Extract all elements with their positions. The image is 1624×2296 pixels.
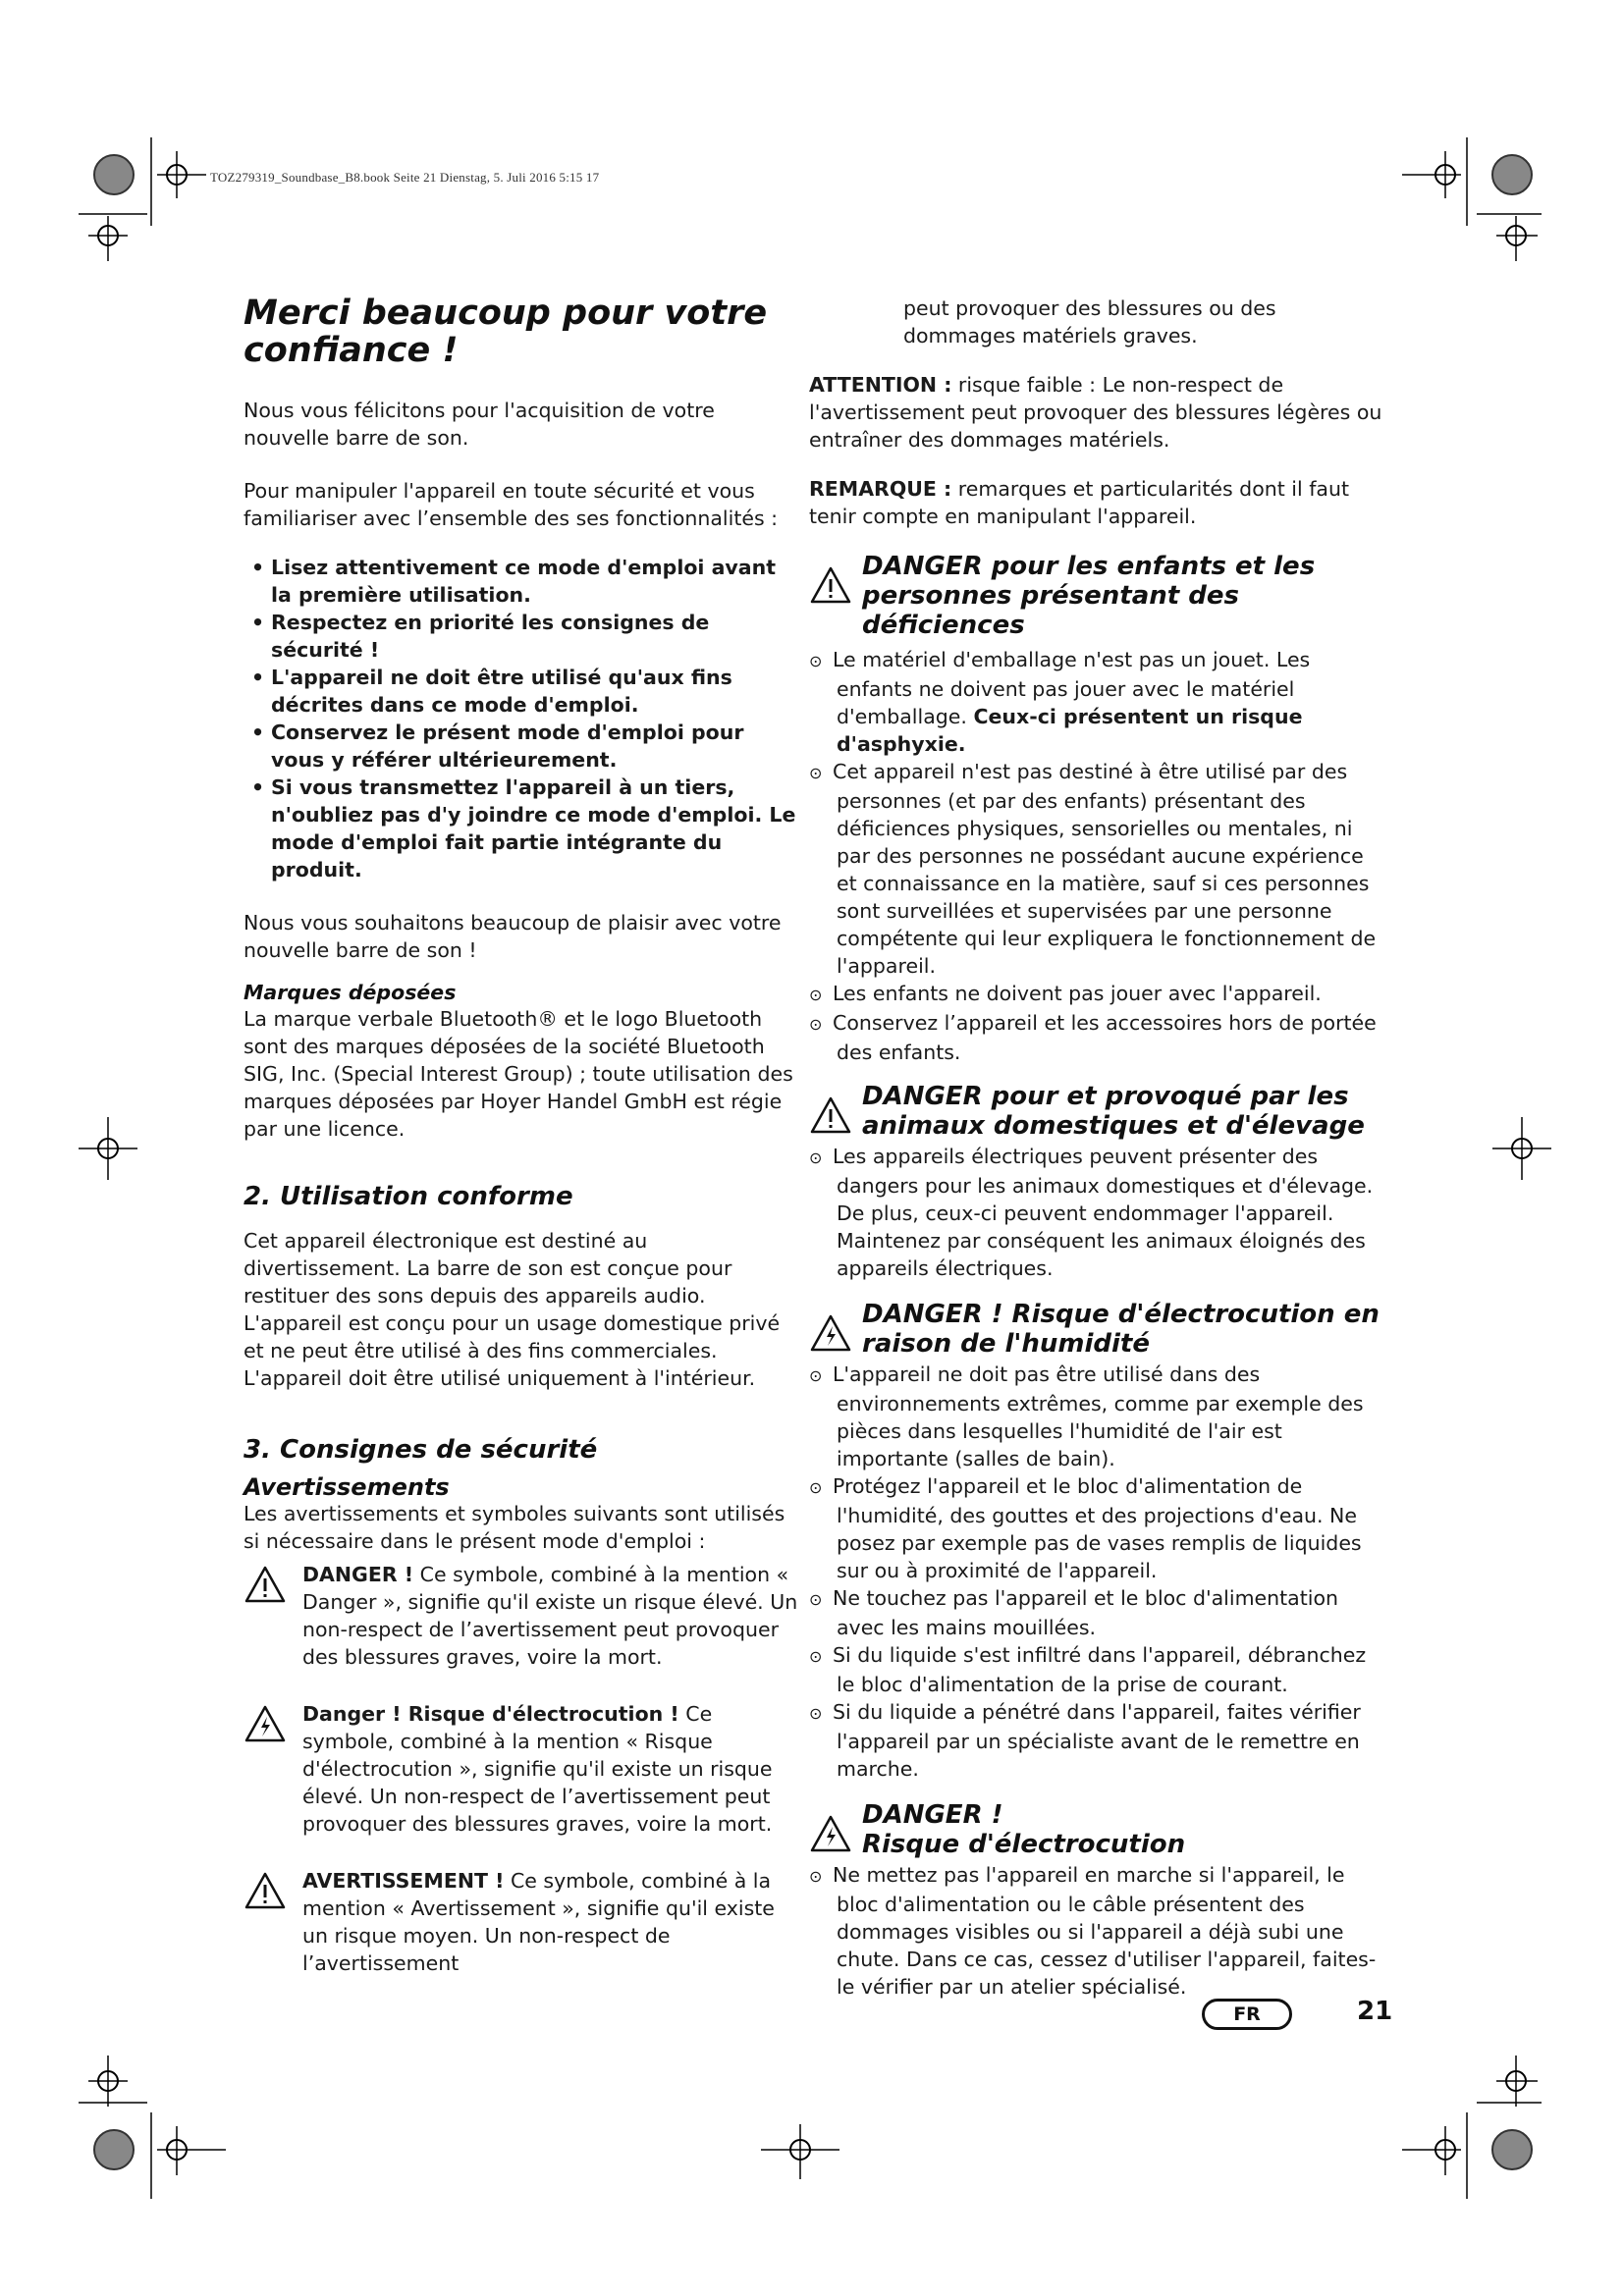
right-column — [809, 294, 1384, 2001]
list-item: • L'appareil ne doit être utilisé qu'aux fins décrites dans ce mode d'emploi. — [244, 664, 803, 719]
attention-label: ATTENTION : — [809, 373, 952, 397]
registration-mark-icon — [79, 137, 216, 265]
closing-paragraph: Nous vous souhaitons beaucoup de plaisir avec votre nouvelle barre de son ! — [244, 911, 782, 962]
list-item: ⊙ L'appareil ne doit pas être utilisé dans des environnements extrêmes, comme par exemple des pièces dans lesquelles l'humidité de l'air est importante (salles de bain). — [809, 1362, 1364, 1470]
warning-danger — [244, 1561, 803, 1671]
list-item: • Si vous transmettez l'appareil à un tiers, n'oubliez pas d'y joindre ce mode d'emploi. Le mode d'emploi fait partie intégrante du produit. — [244, 774, 803, 883]
electric-warning-triangle-icon — [244, 1700, 302, 1747]
section-2-paragraph-2: L'appareil est conçu pour un usage domestique privé et ne peut être utilisé à des fins commerciales. L'appareil doit être utilisé uniquement à l'intérieur. — [244, 1311, 781, 1390]
warnings-heading: Avertissements — [244, 1473, 450, 1501]
warning-text: Ce symbole, combiné à la mention « Avertissement », signifie qu'il existe un risque moyen. Un non-respect de l’avertissement — [302, 1869, 775, 1975]
section-2-heading: 2. Utilisation conforme — [244, 1182, 573, 1211]
list-item: ⊙ Ne mettez pas l'appareil en marche si l'appareil, le bloc d'alimentation ou le câble présentent des dommages visibles ou si l'appareil a déjà subi une chute. Dans ce cas, cessez d'utiliser l'appareil, faites-le vérifier par un atelier spécialisé. — [809, 1863, 1377, 1999]
attention-text: risque faible : Le non-respect de l'avertissement peut provoquer des blessures légères ou entraîner des dommages matériels. — [809, 373, 1382, 452]
warning-text: Ce symbole, combiné à la mention « Danger », signifie qu'il existe un risque élevé. Un non-respect de l’avertissement peut provoquer des blessures graves, voire la mort. — [302, 1563, 798, 1669]
list-item: ⊙ Si du liquide a pénétré dans l'appareil, faites vérifier l'appareil par un spécialiste avant de le remettre en marche. — [809, 1700, 1361, 1781]
warning-triangle-icon — [244, 1867, 302, 1914]
danger-electrocution-heading — [809, 1800, 1384, 1859]
page-title: Merci beaucoup pour votre confiance ! — [244, 294, 768, 370]
warning-triangle-icon — [809, 1082, 862, 1139]
list-item: • Respectez en priorité les consignes de sécurité ! — [244, 609, 803, 664]
asphyxia-warning: Ceux-ci présentent un risque d'asphyxie. — [837, 705, 1303, 756]
list-item: ⊙ Si du liquide s'est infiltré dans l'appareil, débranchez le bloc d'alimentation de la prise de courant. — [809, 1643, 1367, 1696]
list-item: ⊙ Cet appareil n'est pas destiné à être utilisé par des personnes (et par des enfants) présentant des déficiences physiques, sensorielles ou mentales, ni par des personnes ne possédant aucune expérience et connaissance en la matière, sauf si ces personnes sont surveillées et supervisées par une personne compétente qui leur expliquera le fonctionnement de l'appareil. — [809, 760, 1377, 978]
danger-children-heading — [809, 552, 1384, 640]
trademark-paragraph: La marque verbale Bluetooth® et le logo Bluetooth sont des marques déposées de la société Bluetooth SIG, Inc. (Special Interest Group) ; toute utilisation des marques déposées par Hoyer Handel GmbH est régie par une licence. — [244, 1007, 793, 1141]
danger-heading: DANGER pour et provoqué par les animaux domestiques et d'élevage — [862, 1082, 1365, 1141]
danger-animals-heading — [809, 1082, 1384, 1141]
remark-text: remarques et particularités dont il faut tenir compte en manipulant l'appareil. — [809, 477, 1350, 528]
danger-heading: DANGER ! — [862, 1800, 1003, 1830]
continued-text: peut provoquer des blessures ou des dommages matériels graves. — [903, 296, 1276, 347]
intro-paragraph-2: Pour manipuler l'appareil en toute sécurité et vous familiariser avec l’ensemble des ses fonctionnalités : — [244, 479, 779, 530]
registration-mark-icon — [1394, 137, 1542, 265]
section-2-paragraph: Cet appareil électronique est destiné au divertissement. La barre de son est conçue pour restituer des sons depuis des appareils audio. — [244, 1229, 732, 1308]
danger-electrocution-list — [809, 1861, 1384, 2001]
danger-heading: DANGER pour les enfants et les personnes présentant des déficiences — [862, 552, 1316, 640]
list-item: ⊙ Les enfants ne doivent pas jouer avec l'appareil. — [809, 982, 1322, 1005]
warning-label: AVERTISSEMENT ! — [302, 1869, 505, 1893]
warning-text: Ce symbole, combiné à la mention « Risque d'électrocution », signifie qu'il existe un risque élevé. Un non-respect de l’avertissement peut provoquer des blessures graves, voire la mort. — [302, 1702, 773, 1836]
warning-label: Danger ! Risque d'électrocution ! — [302, 1702, 679, 1726]
electric-warning-triangle-icon — [809, 1800, 862, 1857]
remark-label: REMARQUE : — [809, 477, 952, 501]
danger-humidity-list — [809, 1361, 1384, 1783]
warning-avertissement — [244, 1867, 803, 1977]
electric-warning-triangle-icon — [809, 1300, 862, 1357]
page-number: 21 — [1357, 1997, 1393, 2026]
warning-triangle-icon — [809, 552, 862, 609]
registration-mark-icon — [1394, 2042, 1551, 2199]
danger-animals-list — [809, 1143, 1384, 1282]
list-item: ⊙ Le matériel d'emballage n'est pas un jouet. Les enfants ne doivent pas jouer avec le matériel d'emballage. Ceux-ci présentent un risque d'asphyxie. — [809, 648, 1311, 756]
list-item: ⊙ Protégez l'appareil et le bloc d'alimentation de l'humidité, des gouttes et des projections d'eau. Ne posez par exemple pas de vases remplis de liquides sur ou à proximité de l'appareil. — [809, 1474, 1362, 1582]
warning-label: DANGER ! — [302, 1563, 414, 1586]
registration-mark-icon — [756, 2120, 844, 2189]
registration-mark-icon — [79, 1109, 137, 1188]
warnings-intro: Les avertissements et symboles suivants sont utilisés si nécessaire dans le présent mode d'emploi : — [244, 1502, 785, 1553]
list-item: • Lisez attentivement ce mode d'emploi avant la première utilisation. — [244, 554, 803, 609]
section-3-heading: 3. Consignes de sécurité — [244, 1435, 598, 1465]
list-item: ⊙ Les appareils électriques peuvent présenter des dangers pour les animaux domestiques et d'élevage. De plus, ceux-ci peuvent endommager l'appareil. Maintenez par conséquent les animaux éloignés des appareils électriques. — [809, 1145, 1374, 1280]
left-column — [244, 294, 803, 1977]
list-item: ⊙ Ne touchez pas l'appareil et le bloc d'alimentation avec les mains mouillées. — [809, 1586, 1339, 1639]
danger-heading: DANGER ! Risque d'électrocution en raison de l'humidité — [862, 1300, 1380, 1359]
attention-paragraph — [809, 371, 1384, 454]
danger-humidity-heading — [809, 1300, 1384, 1359]
registration-mark-icon — [1492, 1109, 1551, 1188]
language-badge: FR — [1202, 1999, 1292, 2030]
warning-triangle-icon — [244, 1561, 302, 1608]
intro-paragraph: Nous vous félicitons pour l'acquisition de votre nouvelle barre de son. — [244, 399, 715, 450]
warning-electrocution — [244, 1700, 803, 1838]
danger-subheading: Risque d'électrocution — [862, 1830, 1186, 1859]
list-item: • Conservez le présent mode d'emploi pour vous y référer ultérieurement. — [244, 719, 803, 774]
trademark-heading: Marques déposées — [244, 981, 457, 1004]
instructions-list — [244, 554, 803, 883]
print-slug: TOZ279319_Soundbase_B8.book Seite 21 Dienstag, 5. Juli 2016 5:15 17 — [210, 170, 600, 185]
registration-mark-icon — [79, 2042, 236, 2199]
list-item: ⊙ Conservez l’appareil et les accessoires hors de portée des enfants. — [809, 1011, 1377, 1064]
remark-paragraph — [809, 475, 1384, 530]
danger-children-list — [809, 646, 1384, 1066]
